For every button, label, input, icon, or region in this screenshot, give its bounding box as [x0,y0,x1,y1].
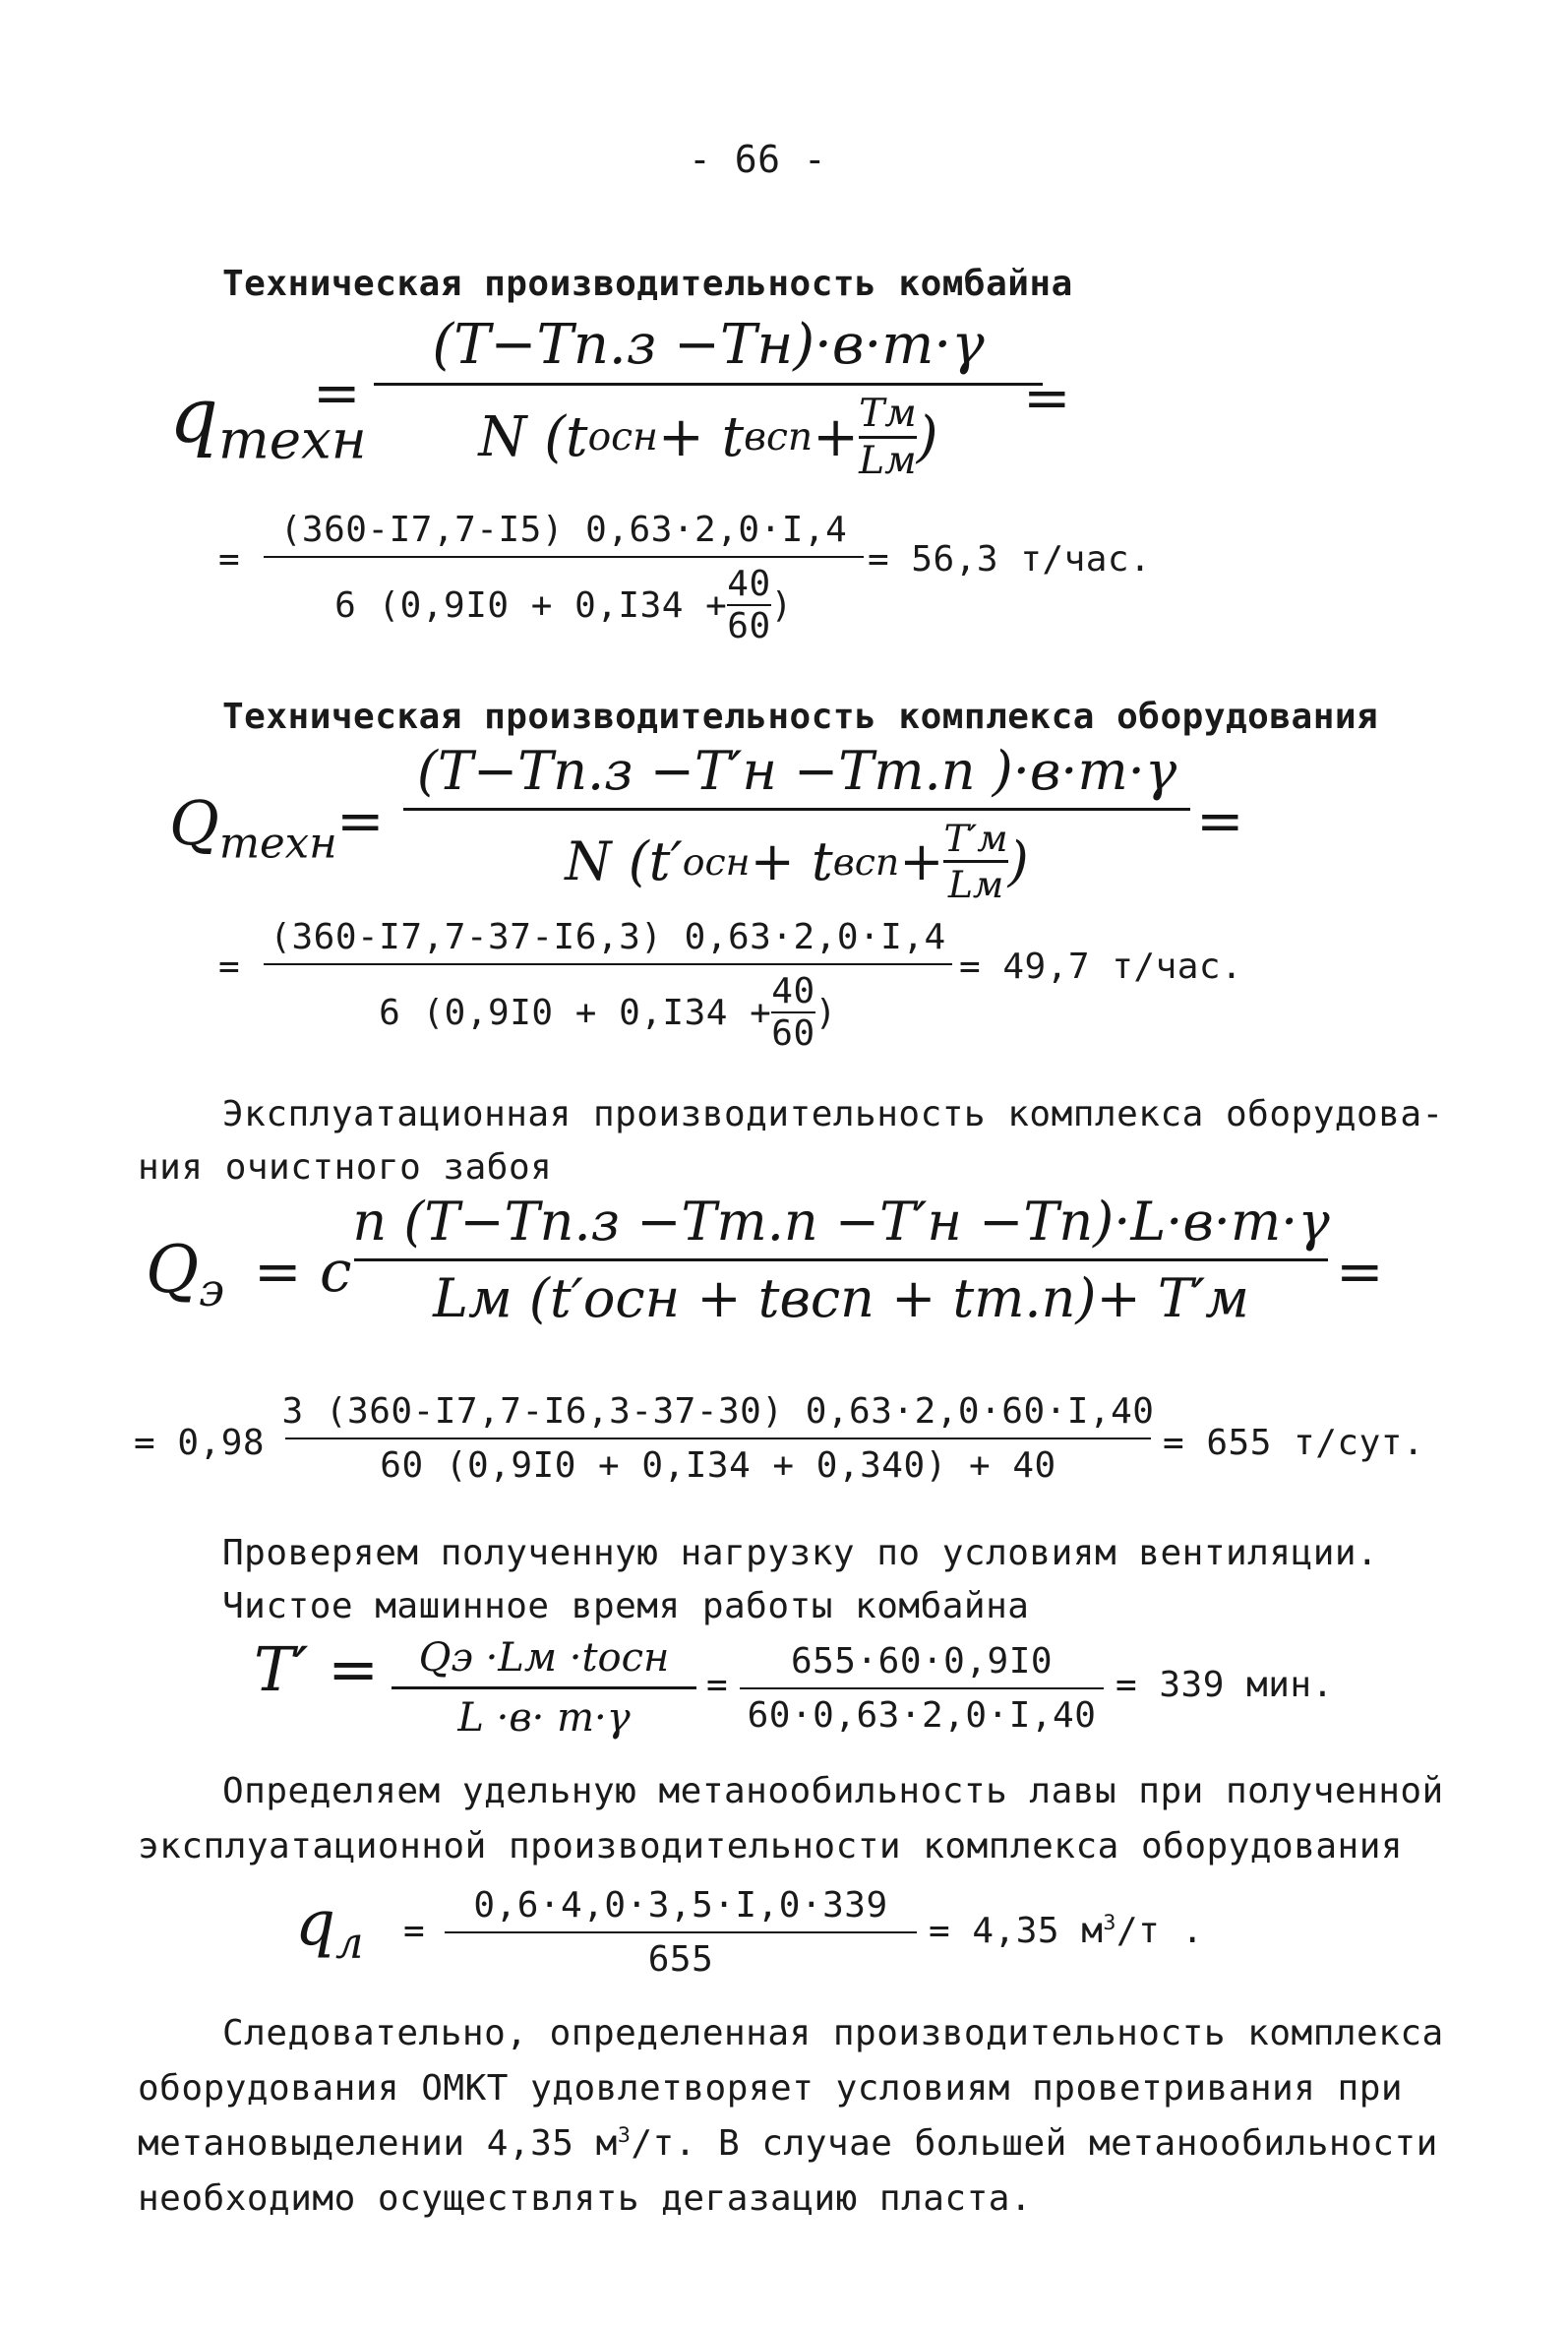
Q-e-formula-numerator: n (T−Tп.з −Tт.п −T′н −Tп)·L·в·m·γ [352,1191,1330,1253]
Q-tech-lhs: $Q_{техн}$ [169,787,337,869]
q-tech-heading: Техническая производительность комбайна [222,264,1073,304]
Q-tech-formula [403,740,1190,906]
check-sym-numerator: Qэ ·Lм ·tосн [418,1635,670,1681]
Q-e-formula-bar [354,1258,1328,1261]
q-tech-calc-bar [264,556,864,558]
q-tech-formula-bar [374,383,1043,386]
conclusion-line3: метановыделении 4,35 $м^3/т$. В случае большей метанообильности [138,2123,1438,2164]
conclusion-line1: Следовательно, определенная производительность комплекса [222,2013,1444,2053]
check-calc-numerator: 655·60·0,9I0 [790,1641,1054,1682]
Q-e-calc-bar [285,1438,1151,1439]
check-calc [740,1641,1104,1736]
q-l-calc-bar [445,1931,917,1933]
Q-e-result: = 655 т/сут. [1163,1423,1425,1463]
Q-tech-eq2: = [1196,787,1244,854]
q-tech-formula-denominator: N (t осн + t всп + Tм Lм ) [478,392,938,483]
q-tech-lhs: $q_{техн}$ [169,372,367,471]
q-l-calc-denominator: 655 [647,1939,714,1980]
q-tech-eq2: = [1023,364,1071,431]
q-l-lhs: $q_л$ [295,1887,364,1969]
q-tech-result: = 56,3 т/час. [868,539,1152,580]
Q-tech-heading: Техническая производительность комплекса оборудования [222,697,1379,737]
q-tech-formula-numerator: (T−Tп.з −Tн)·в·m·γ [432,313,985,377]
q-tech-calc-numerator: (360-I7,7-I5) 0,63·2,0·I,4 [279,510,848,550]
q-tech-calc-denominator: 6 (0,9I0 + 0,I34 + 40 60 ) [334,564,793,646]
Q-tech-formula-denominator: N (t′ осн + t всп + T′м Lм ) [565,817,1029,906]
Q-e-heading-line1: Эксплуатационная производительность комплекса оборудова- [222,1094,1444,1134]
check-sym-formula [392,1635,696,1741]
q-l-result: = 4,35 $м^3/т$ . [929,1911,1204,1951]
q-l-line2: эксплуатационной производительности комплекса оборудования [138,1826,1404,1866]
q-tech-calc-eq: = [218,539,241,580]
Q-e-formula [354,1191,1328,1329]
check-sym-bar [392,1686,696,1689]
Q-e-calc-numerator: 3 (360-I7,7-I6,3-37-30) 0,63·2,0·60·I,40 [281,1391,1155,1432]
Q-tech-calc-bar [264,963,952,965]
check-calc-denominator: 60·0,63·2,0·I,40 [747,1695,1097,1736]
q-l-calc [445,1885,917,1980]
check-sym-denominator: L ·в· m·γ [457,1695,631,1741]
Q-e-heading-line2: ния очистного забоя [138,1147,553,1188]
check-line2: Чистое машинное время работы комбайна [222,1586,1030,1626]
q-tech-eq1: = [313,359,361,426]
check-eq: = [706,1665,729,1705]
Q-tech-calc [264,917,952,1054]
conclusion-line4: необходимо осуществлять дегазацию пласта. [138,2178,1033,2219]
Q-tech-calc-denominator: 6 (0,9I0 + 0,I34 + 40 60 ) [379,971,837,1054]
page-number: - 66 - [689,138,827,181]
Q-tech-formula-numerator: (T−Tп.з −T′н −Tт.п )·в·m·γ [416,740,1177,802]
Q-e-calc [281,1391,1155,1486]
Q-tech-calc-numerator: (360-I7,7-37-I6,3) 0,63·2,0·I,4 [270,917,946,957]
Q-tech-calc-eq: = [218,947,241,987]
Q-e-formula-denominator: Lм (t′осн + tвсп + tт.п)+ T′м [433,1267,1249,1329]
q-tech-formula [374,313,1043,483]
Q-e-eq2: = [1336,1238,1384,1305]
Q-tech-formula-bar [403,808,1190,811]
check-calc-bar [740,1687,1104,1689]
q-l-eq: = [403,1911,426,1951]
q-l-line1: Определяем удельную метанообильность лавы при полученной [222,1771,1444,1811]
q-l-calc-numerator: 0,6·4,0·3,5·I,0·339 [473,1885,888,1926]
q-tech-calc [264,510,864,646]
conclusion-line2: оборудования ОМКТ удовлетворяет условиям проветривания при [138,2068,1404,2109]
Q-tech-eq1: = [336,787,385,854]
check-result: = 339 мин. [1116,1665,1334,1705]
Q-e-calc-prefix: = 0,98 [134,1423,266,1463]
Q-e-calc-denominator: 60 (0,9I0 + 0,I34 + 0,340) + 40 [380,1445,1056,1486]
Q-e-lhs: $Q_э$ [146,1232,224,1317]
Q-tech-result: = 49,7 т/час. [959,947,1243,987]
check-line1: Проверяем полученную нагрузку по условиям вентиляции. [222,1533,1379,1573]
Q-e-coef: = c [254,1238,352,1305]
check-lhs: T′ = [254,1633,380,1705]
